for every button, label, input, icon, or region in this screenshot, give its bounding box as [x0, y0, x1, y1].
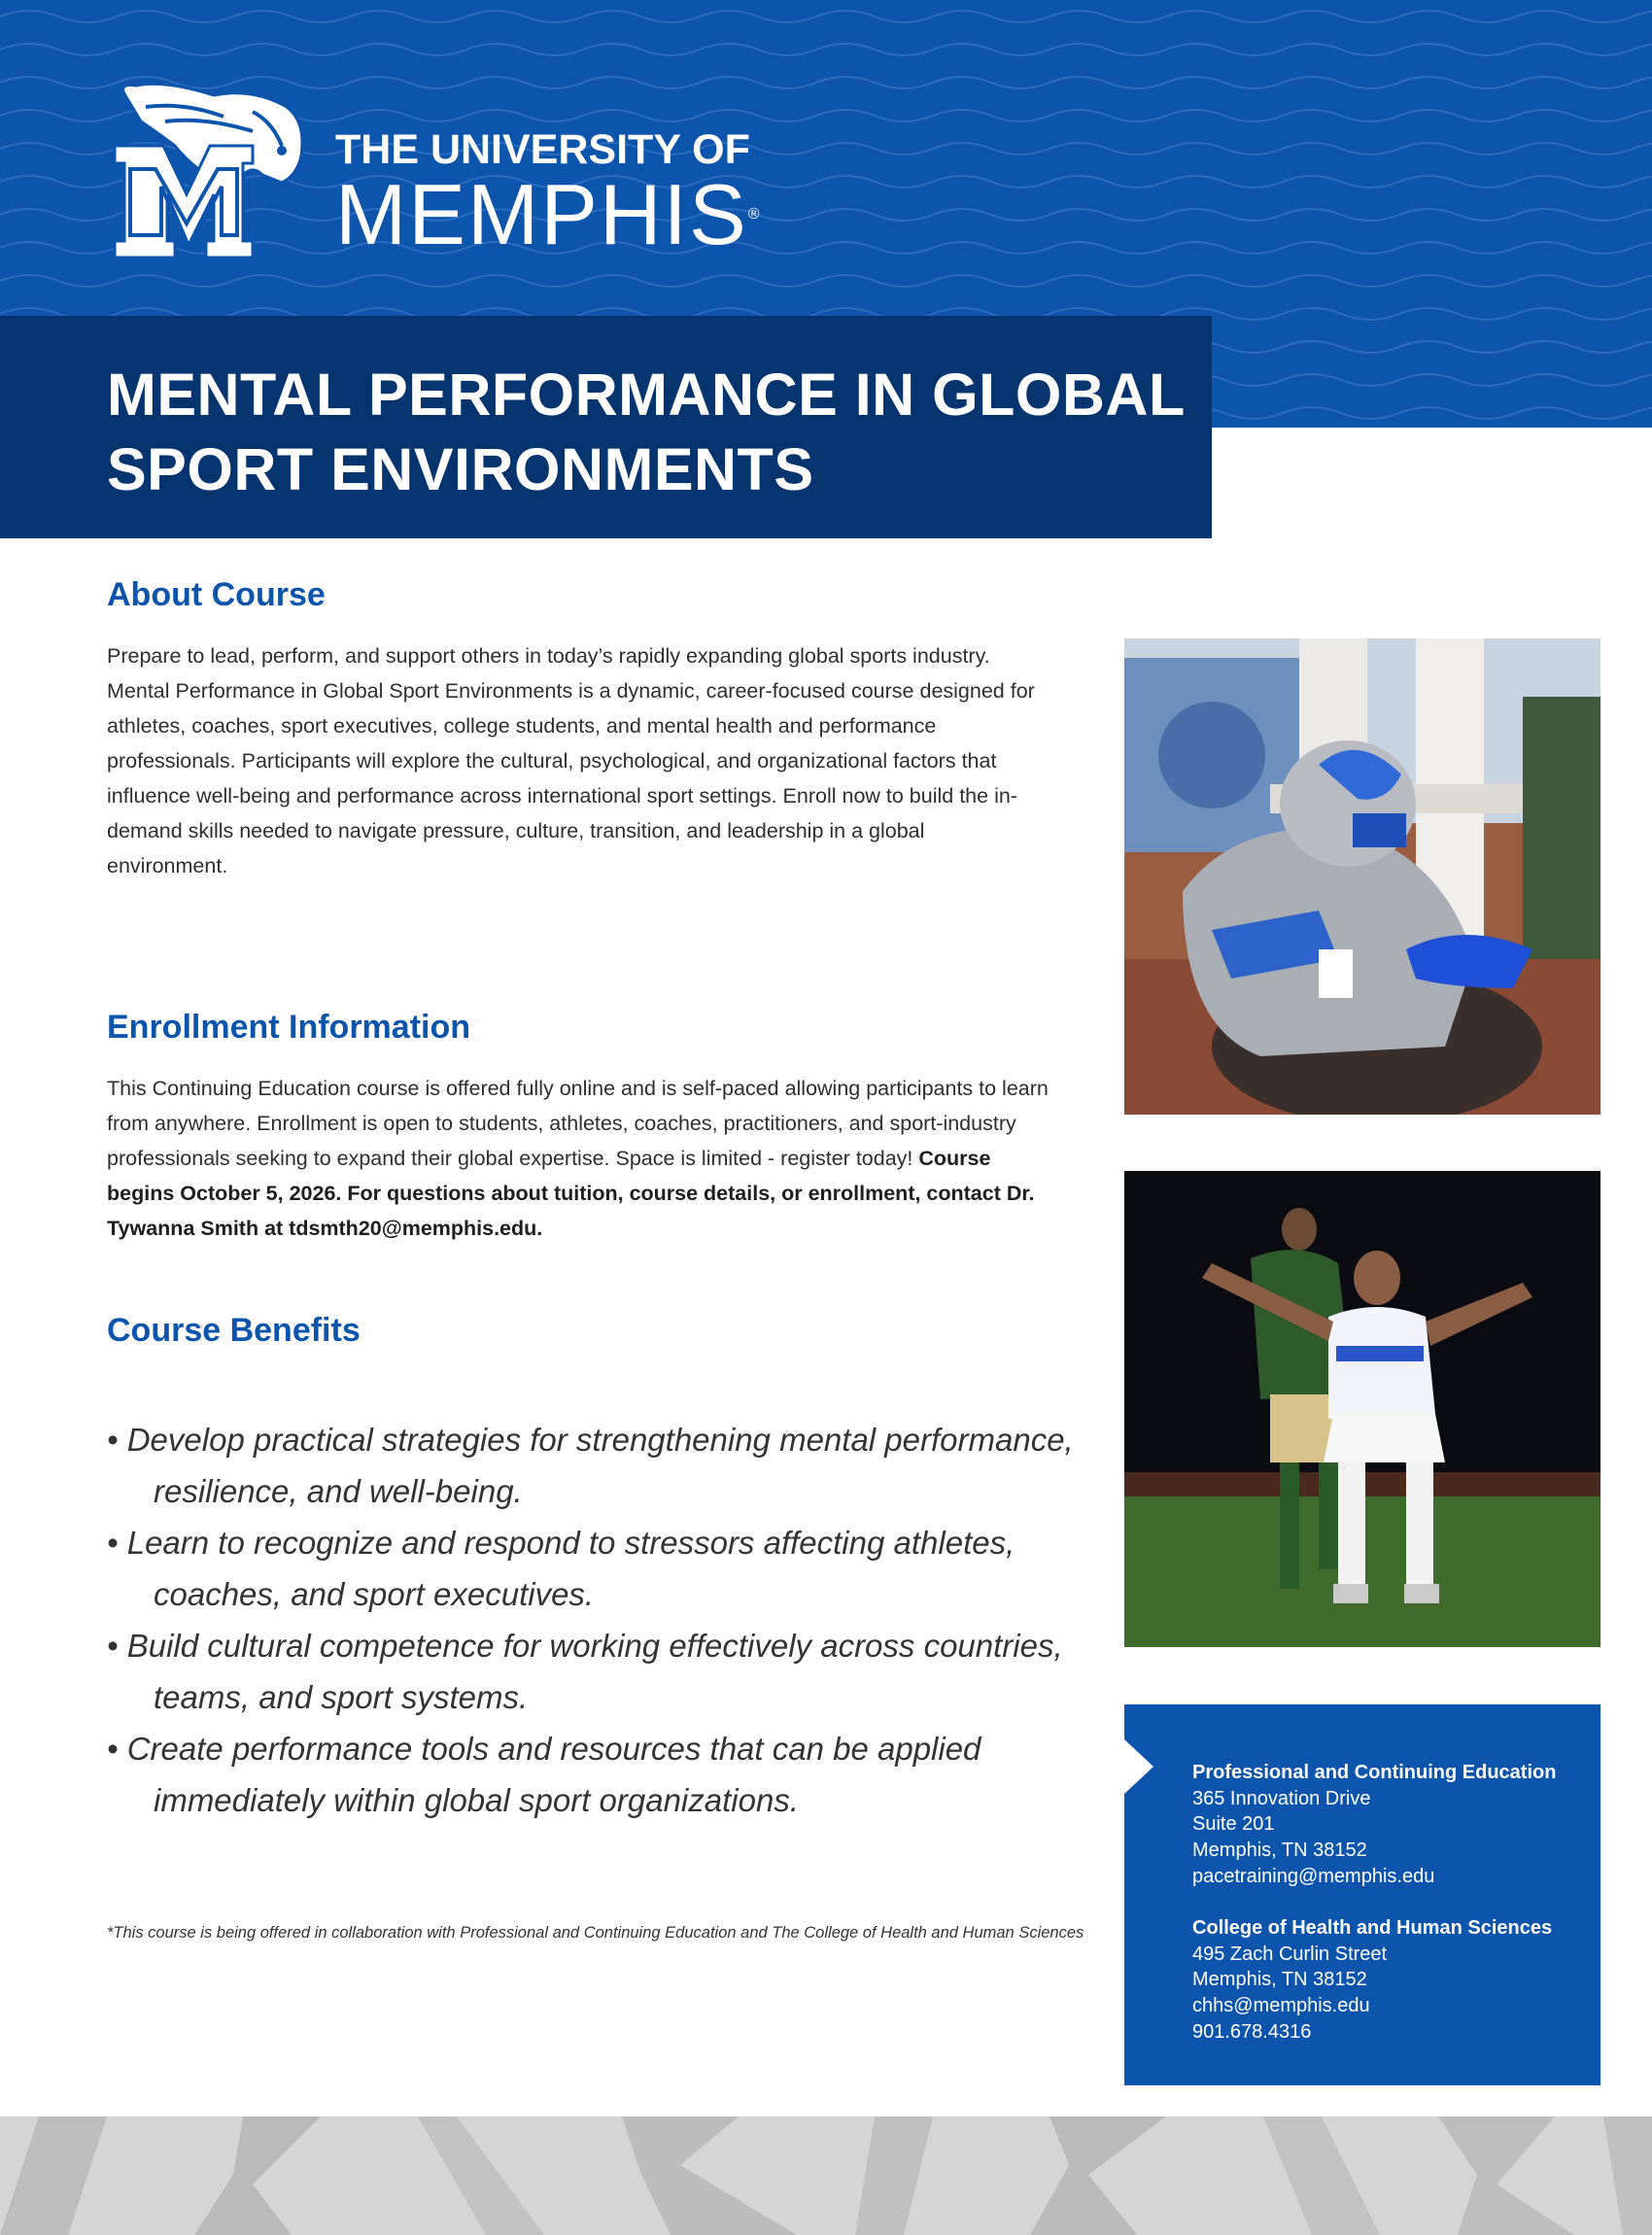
footnote: *This course is being offered in collaboration with Professional and Continuing Education and The College of Health and Human Sciences	[107, 1924, 1084, 1942]
arrow-notch-icon	[1124, 1739, 1155, 1794]
benefits-heading: Course Benefits	[107, 1312, 361, 1349]
tiger-stripe-pattern	[0, 2116, 1652, 2235]
contact-address: 365 Innovation Drive	[1192, 1787, 1371, 1809]
university-wordmark	[335, 126, 762, 262]
enrollment-text-regular: This Continuing Education course is offered fully online and is self-paced allowing participants to learn from anywhere. Enrollment is open to students, athletes, coaches, practitioners, and sport-industry professionals seeking to expand their global expertise. Space is limited - register today!	[107, 1077, 1049, 1170]
registered-mark: ®	[747, 206, 762, 223]
tiger-stripe-band	[0, 2116, 1652, 2235]
page-title: MENTAL PERFORMANCE IN GLOBAL SPORT ENVIRONMENTS	[107, 361, 1185, 502]
contact-block-pce	[1192, 1760, 1591, 1890]
football-player-photo	[1124, 638, 1600, 1115]
wordmark-line2	[335, 166, 762, 262]
benefit-item: • Learn to recognize and respond to stressors affecting athletes, coaches, and sport executives.	[107, 1525, 1015, 1612]
benefit-item: • Build cultural competence for working effectively across countries, teams, and sport systems.	[107, 1628, 1063, 1715]
tiger-m-logo-icon	[107, 78, 311, 262]
contact-email[interactable]: pacetraining@memphis.edu	[1192, 1865, 1435, 1887]
benefits-list	[107, 1414, 1079, 1826]
contact-phone[interactable]: 901.678.4316	[1192, 2020, 1312, 2043]
contact-city: Memphis, TN 38152	[1192, 1840, 1367, 1862]
enrollment-text	[107, 1071, 1059, 1246]
contact-org: Professional and Continuing Education	[1192, 1762, 1557, 1783]
wordmark-line1: THE UNIVERSITY OF	[335, 126, 750, 173]
about-heading: About Course	[107, 576, 326, 613]
contact-block-chhs	[1192, 1915, 1591, 2046]
soccer-player-celebrating-photo	[1124, 1171, 1600, 1647]
benefit-item: • Create performance tools and resources that can be applied immediately within global sport organizations.	[107, 1731, 981, 1818]
contact-email[interactable]: chhs@memphis.edu	[1192, 1995, 1370, 2017]
enrollment-text-bold: Course begins October 5, 2026. For questions about tuition, course details, or enrollment, contact Dr. Tywanna Smith at tdsmth20@memphis.edu.	[107, 1147, 1035, 1240]
benefit-item: • Develop practical strategies for strengthening mental performance, resilience, and well-being.	[107, 1422, 1074, 1509]
wordmark-memphis: MEMPHIS	[335, 166, 748, 262]
contact-org: College of Health and Human Sciences	[1192, 1917, 1553, 1939]
contact-city: Memphis, TN 38152	[1192, 1969, 1367, 1991]
about-text: Prepare to lead, perform, and support others in today’s rapidly expanding global sports industry. Mental Performance in Global Sport Environments is a dynamic, career-focused course designed for athletes, coaches, sport executives, college students, and mental health and performance professionals. Participants will explore the cultural, psychological, and organizational factors that influence well-being and performance across international sport settings. Enroll now to build the in-demand skills needed to navigate pressure, culture, transition, and leadership in a global environment.	[107, 644, 1035, 877]
enrollment-heading: Enrollment Information	[107, 1009, 470, 1046]
contact-address: 495 Zach Curlin Street	[1192, 1943, 1388, 1965]
contact-suite: Suite 201	[1192, 1813, 1275, 1836]
